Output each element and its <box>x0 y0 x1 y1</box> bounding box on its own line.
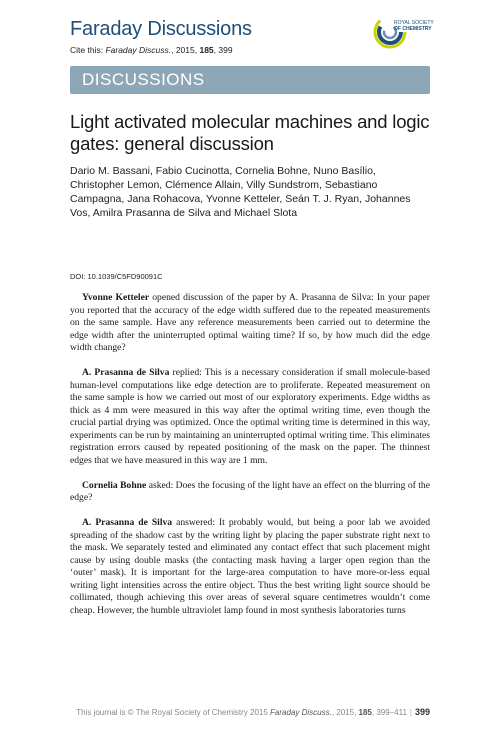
doi: DOI: 10.1039/C5FD90091C <box>70 272 163 281</box>
footer-journal: Faraday Discuss. <box>270 708 332 717</box>
footer-year: , 2015, <box>331 708 359 717</box>
footer-copyright: This journal is © The Royal Society of Chemistry 2015 <box>76 708 268 717</box>
cite-prefix: Cite this: <box>70 45 106 55</box>
paragraph <box>70 517 430 617</box>
journal-title: Faraday Discussions <box>70 18 252 40</box>
cite-journal: Faraday Discuss. <box>105 45 172 55</box>
section-banner: DISCUSSIONS <box>70 66 430 94</box>
speaker-name: Yvonne Ketteler <box>82 292 150 303</box>
paragraph-text: asked: Does the focusing of the light have an effect on the blurring of the edge? <box>70 479 430 503</box>
logo-line-2: OF CHEMISTRY <box>394 26 432 32</box>
speaker-name: Cornelia Bohne <box>82 479 147 491</box>
paragraph <box>70 480 430 505</box>
paragraph-text: answered: It probably would, but being a poor lab we avoided spreading of the shadow cast by the writing light by placing the paper substrate right next to the mask. We separately tested and eliminated any contact effect that such placement might cause by using double masks (the contacting mask having a larger open region than the ‘outer’ mask). It is important for the large-area computation to have more-or-less equal writing light intensities across the entire object. Thus the best writing light source should be collimated, though achieving this over areas of several square centimetres wouldn’t come cheap. However, the humble ultraviolet lamp found in most synthesis laboratories turns <box>70 517 430 616</box>
speaker-name: A. Prasanna de Silva <box>82 367 170 378</box>
paragraph <box>70 367 430 467</box>
footer-separator: | <box>409 708 412 717</box>
page-number: 399 <box>414 707 430 717</box>
footer-pages: , 399–411 <box>371 708 407 717</box>
page-footer <box>70 707 430 717</box>
logo-line-1: ROYAL SOCIETY <box>394 20 434 26</box>
paragraph-text: opened discussion of the paper by A. Prasanna de Silva: In your paper you reported that the accuracy of the edge width suffered due to the repeated measurements on the same sample. Have any reference measurements been carried out to determine the edge width after the uninterrupted optimal waiting time? If so, by how much did the edge width change? <box>70 292 430 353</box>
paragraph-text: replied: This is a necessary consideration if small molecule-based human-level computations like edge detection are to proliferate. Repeated measurement on the same sample is how we carried out most of our exploratory experiments. Edge widths as thick as 4 mm were measured in this way after the optimal writing time, even though the crucial partial drying was optimized. Once the optimal writing time is determined in this way, experiments can be run by maintaining an uninterrupted optimal writing time. This eliminates registration errors caused by repeated positioning of the mask on the paper. The thinnest edges that we have measured in this way are 1 mm. <box>70 367 430 466</box>
discussion-body <box>70 292 430 617</box>
publisher-logo-text <box>394 20 434 32</box>
author-list: Dario M. Bassani, Fabio Cucinotta, Cornelia Bohne, Nuno Basílio, Christopher Lemon, Clémence Allain, Villy Sundstrom, Sebastiano Campagna, Jana Rohacova, Yvonne Ketteler, Seán T. J. Ryan, Johannes Vos, Amilra Prasanna de Silva and Michael Slota <box>70 165 411 219</box>
citation-line <box>70 45 233 55</box>
cite-volume: 185 <box>199 45 214 55</box>
speaker-name: A. Prasanna de Silva <box>82 517 173 528</box>
royal-society-logo-icon <box>372 10 434 54</box>
cite-page: , 399 <box>213 45 233 55</box>
article-title: Light activated molecular machines and logic gates: general discussion <box>70 111 430 154</box>
footer-volume: 185 <box>358 708 372 717</box>
cite-year: , 2015, <box>171 45 200 55</box>
paragraph <box>70 292 430 355</box>
